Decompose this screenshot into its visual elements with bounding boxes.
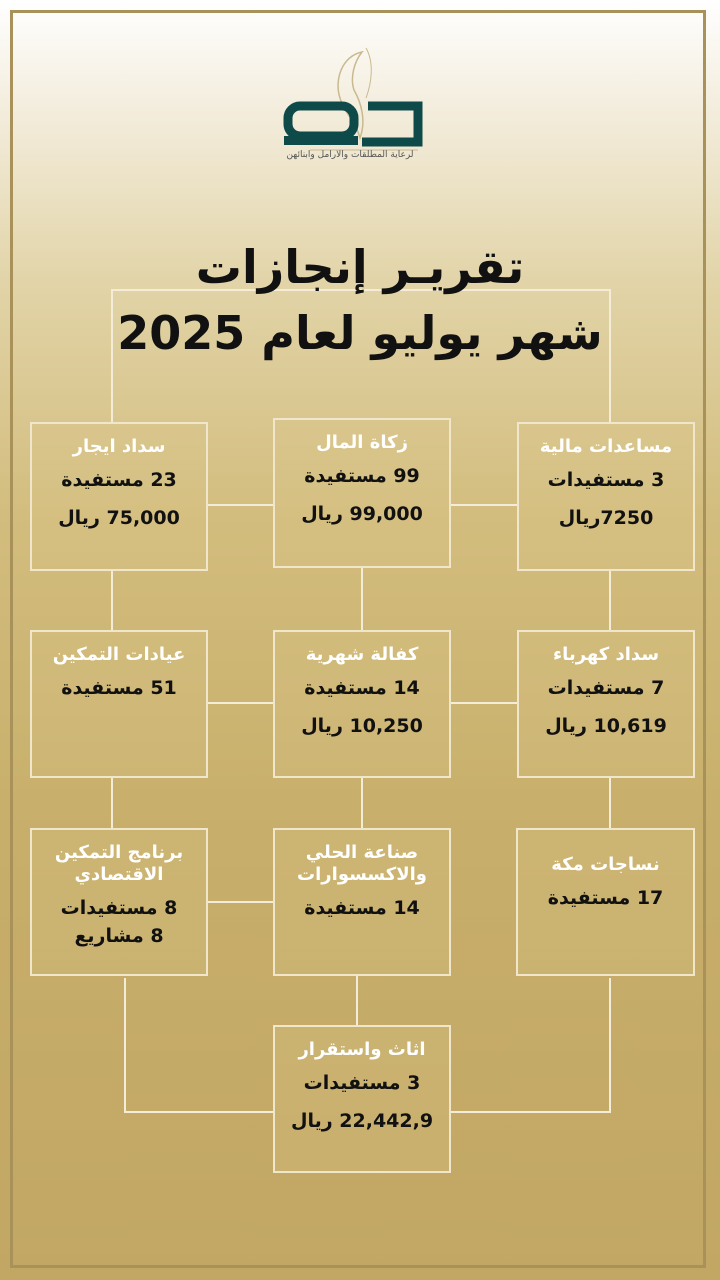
box-title: نساجات مكة bbox=[551, 854, 660, 875]
box-economic-empowerment bbox=[30, 828, 208, 976]
report-title: تقريـر إنجازات bbox=[195, 240, 525, 294]
box-title: صناعة الحلي والاكسسوارات bbox=[297, 842, 427, 885]
box-makkah-weavers bbox=[516, 828, 695, 976]
logo-tagline: لرعاية المطلقات والارامل وابنائهن bbox=[286, 150, 414, 160]
box-electricity bbox=[517, 630, 695, 778]
amount-value: 22,442,9 ريال bbox=[290, 1110, 434, 1132]
beneficiaries-count: 7 مستفيدات bbox=[547, 677, 665, 699]
box-financial-aid bbox=[517, 422, 695, 571]
box-title: مساعدات مالية bbox=[539, 436, 673, 457]
box-rent bbox=[30, 422, 208, 571]
box-title: زكاة المال bbox=[316, 432, 408, 453]
box-title: اثاث واستقرار bbox=[298, 1039, 426, 1060]
amount-value: 10,619 ريال bbox=[545, 715, 667, 737]
beneficiaries-count: 51 مستفيدة bbox=[61, 677, 177, 699]
amount-value: 10,250 ريال bbox=[301, 715, 423, 737]
box-monthly-sponsorship bbox=[273, 630, 451, 778]
beneficiaries-count: 14 مستفيدة bbox=[304, 677, 420, 699]
beneficiaries-count: 14 مستفيدة bbox=[304, 897, 420, 919]
box-zakat bbox=[273, 418, 451, 568]
box-title: عيادات التمكين bbox=[52, 644, 186, 665]
beneficiaries-count: 17 مستفيدة bbox=[547, 887, 664, 909]
amount-value: 75,000 ريال bbox=[58, 507, 180, 529]
report-subtitle: شهر يوليو لعام 2025 bbox=[117, 306, 603, 360]
box-title: سداد كهرباء bbox=[552, 644, 660, 665]
amount-value: 7250ريال bbox=[558, 507, 654, 529]
beneficiaries-count: 8 مستفيدات bbox=[60, 897, 178, 919]
box-jewelry-making bbox=[273, 828, 451, 976]
beneficiaries-count: 3 مستفيدات bbox=[547, 469, 665, 491]
beneficiaries-count: 3 مستفيدات bbox=[303, 1072, 421, 1094]
box-title: برنامج التمكين الاقتصادي bbox=[54, 842, 184, 885]
box-title: سداد ايجار bbox=[72, 436, 166, 457]
box-title: كفالة شهرية bbox=[305, 644, 419, 665]
projects-count: 8 مشاريع bbox=[74, 925, 164, 947]
beneficiaries-count: 99 مستفيدة bbox=[304, 465, 420, 487]
box-empowerment-clinics bbox=[30, 630, 208, 778]
box-furniture-stability bbox=[273, 1025, 451, 1173]
amount-value: 99,000 ريال bbox=[301, 503, 423, 525]
beneficiaries-count: 23 مستفيدة bbox=[61, 469, 177, 491]
